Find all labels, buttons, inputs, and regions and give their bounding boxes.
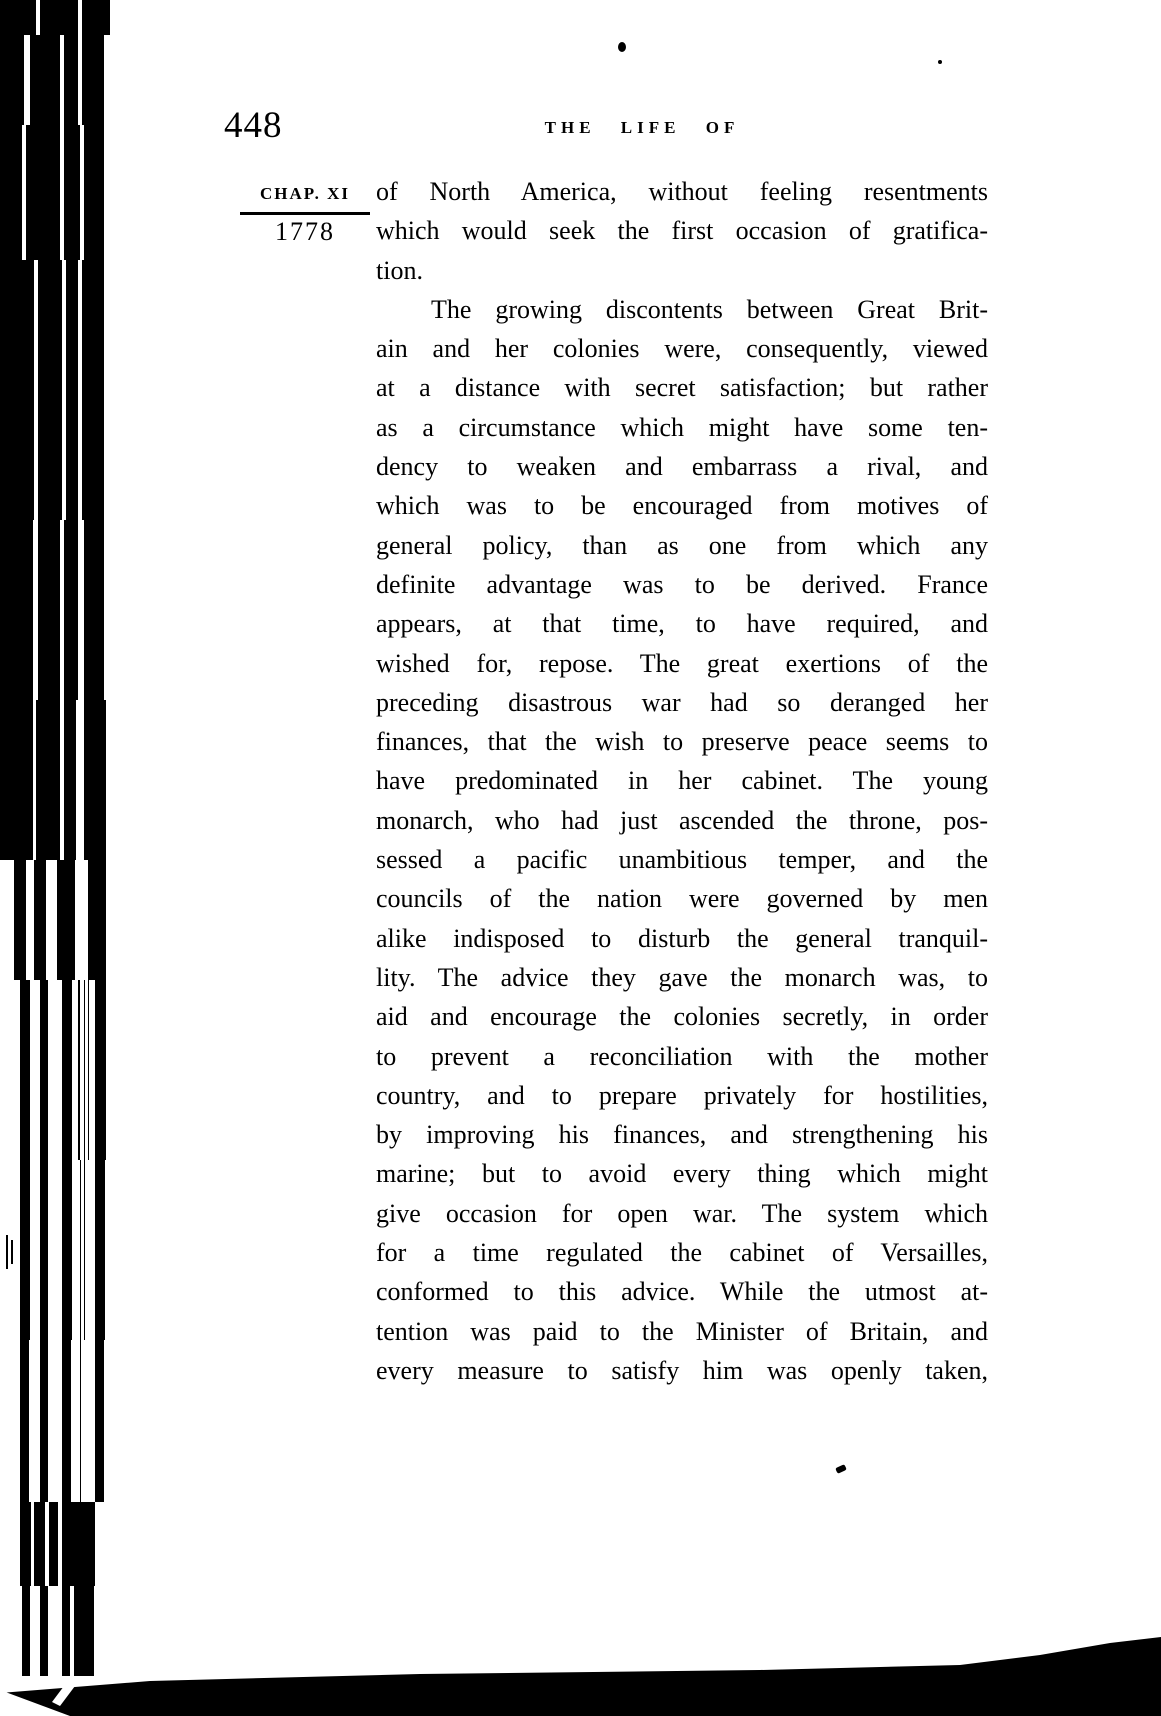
text-line: lity. The advice they gave the monarch was, to — [376, 962, 988, 992]
ink-speck-top — [618, 42, 626, 52]
text-line: marine; but to avoid every thing which might — [376, 1159, 988, 1189]
text-line: every measure to satisfy him was openly taken, — [376, 1355, 988, 1385]
margin-note — [240, 184, 370, 246]
text-line: general policy, than as one from which any — [376, 530, 988, 560]
ink-speck-right — [938, 60, 942, 64]
text-line: tion. — [376, 255, 423, 285]
page-number: 448 — [224, 105, 283, 146]
text-line: sessed a pacific unambitious temper, and the — [376, 845, 988, 875]
text-line: councils of the nation were governed by men — [376, 884, 988, 914]
body-text — [376, 172, 988, 1390]
text-line: have predominated in her cabinet. The young — [376, 766, 988, 796]
scan-bottom-edge-artifact — [0, 1637, 1161, 1716]
text-line: aid and encourage the colonies secretly, in order — [376, 1002, 988, 1032]
chapter-label: CHAP. XI — [260, 184, 350, 203]
text-line: finances, that the wish to preserve peace seems to — [376, 727, 988, 757]
running-title: THE LIFE OF — [544, 118, 740, 137]
text-line: wished for, repose. The great exertions of the — [376, 648, 988, 678]
text-line: tention was paid to the Minister of Britain, and — [376, 1316, 988, 1346]
text-line: The growing discontents between Great Brit- — [431, 294, 988, 324]
text-line: preceding disastrous war had so deranged her — [376, 687, 988, 717]
text-line: give occasion for open war. The system which — [376, 1198, 988, 1228]
text-line: which was to be encouraged from motives of — [376, 491, 988, 521]
margin-rule — [240, 212, 370, 215]
text-line: appears, at that time, to have required, and — [376, 609, 988, 639]
text-line: alike indisposed to disturb the general tranquil- — [376, 923, 988, 953]
text-line: as a circumstance which might have some ten- — [376, 412, 988, 442]
year-label: 1778 — [275, 217, 335, 246]
text-line: conformed to this advice. While the utmost at- — [376, 1277, 988, 1307]
text-line: definite advantage was to be derived. France — [376, 569, 988, 599]
text-line: monarch, who had just ascended the throne, pos- — [376, 805, 988, 835]
text-line: at a distance with secret satisfaction; but rather — [376, 373, 988, 403]
text-line: country, and to prepare privately for hostilities, — [376, 1080, 988, 1110]
ink-speck-bottom — [835, 1464, 847, 1474]
text-line: ain and her colonies were, consequently, viewed — [376, 334, 988, 364]
text-line: dency to weaken and embarrass a rival, and — [376, 452, 988, 482]
text-line: of North America, without feeling resentments — [376, 177, 988, 206]
text-line: which would seek the first occasion of gratifica- — [376, 216, 988, 246]
text-line: by improving his finances, and strengthening his — [376, 1120, 988, 1150]
text-line: to prevent a reconciliation with the mother — [376, 1041, 988, 1071]
text-line: for a time regulated the cabinet of Versailles, — [376, 1238, 988, 1268]
